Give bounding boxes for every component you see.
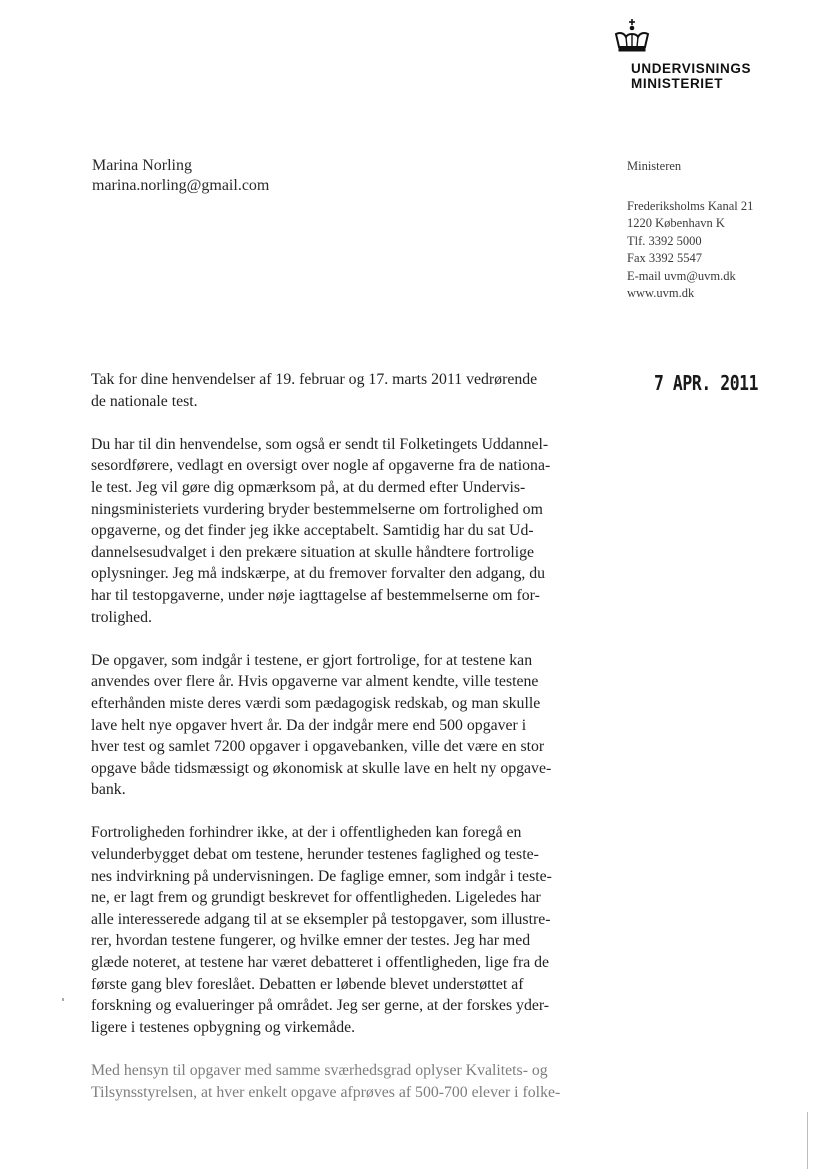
paragraph [91,822,581,1038]
address-line: Frederiksholms Kanal 21 [627,198,754,213]
phone-line: Tlf. 3392 5000 [627,233,702,248]
text-line: alle interesserede adgang til at se eksempler på testopgaver, som illustre- [91,910,551,928]
text-line: Med hensyn til opgaver med samme sværhedsgrad oplyser Kvalitets- og [91,1062,548,1079]
crown-icon [612,18,652,58]
letter-body [91,369,581,1125]
text-line: lave helt nye opgaver hvert år. Da der indgår mere end 500 opgaver i [91,716,527,734]
recipient-email: marina.norling@gmail.com [92,177,270,194]
text-line: nes indvirkning på undervisningen. De faglige emner, som indgår i teste- [91,867,552,885]
paragraph [91,1060,581,1103]
text-line: ningsministeriets vurdering bryder bestemmelserne om fortrolighed om [91,500,543,518]
text-line: de nationale test. [91,392,198,410]
paragraph [91,369,581,412]
text-line: bank. [91,781,126,799]
paragraph [91,434,581,628]
text-line: De opgaver, som indgår i testene, er gjort fortrolige, for at testene kan [91,651,533,669]
text-line: anvendes over flere år. Hvis opgaverne var alment kendte, ville testene [91,673,539,691]
scan-speck [62,998,64,1001]
fax-line: Fax 3392 5547 [627,251,702,265]
text-line: sesordførere, vedlagt en oversigt over nogle af opgaverne fra de nationa- [91,457,551,475]
text-line: ligere i testenes opbygning og virkemåde. [91,1018,356,1036]
text-line: velunderbygget debat om testene, herunder testenes faglighed og teste- [91,846,539,864]
text-line: ne, er lagt frem og grundigt beskrevet for offentligheden. Ligeledes har [91,889,541,907]
text-line: første gang blev foreslået. Debatten er løbende blevet understøttet af [91,975,524,993]
scan-edge-line [807,1112,808,1169]
text-line: Tilsynsstyrelsen, at hver enkelt opgave afprøves af 500-700 elever i folke- [91,1083,561,1101]
text-line: dannelsesudvalget i den prekære situation at skulle håndtere fortrolige [91,543,535,561]
ministry-name [631,61,751,91]
sender-role: Ministeren [627,159,682,173]
text-line: glæde noteret, at testene har været debatteret i offentligheden, lige fra de [91,954,550,972]
paragraph [91,650,581,801]
text-line: opgaverne, og det finder jeg ikke acceptabelt. Samtidig har du sat Ud- [91,522,534,540]
date-stamp: 7 APR. 2011 [654,371,759,395]
recipient-block [92,156,269,196]
text-line: Du har til din henvendelse, som også er sendt til Folketingets Uddannel- [91,435,549,453]
website-line: www.uvm.dk [627,286,695,300]
text-line: rer, hvordan testene fungerer, og hvilke emner der testes. Jeg har med [91,932,531,950]
ministry-name-line: MINISTERIET [631,76,724,91]
ministry-name-line: UNDERVISNINGS [631,61,752,76]
sender-block [627,158,753,303]
text-line: Tak for dine henvendelser af 19. februar og 17. marts 2011 vedrørende [91,371,538,388]
text-line: Fortroligheden forhindrer ikke, at der i offentligheden kan foregå en [91,824,522,842]
text-line: oplysninger. Jeg må indskærpe, at du fremover forvalter den adgang, du [91,565,546,583]
text-line: har til testopgaverne, under nøje iagttagelse af bestemmelserne om for- [91,586,540,604]
text-line: efterhånden miste deres værdi som pædagogisk redskab, og man skulle [91,694,541,712]
text-line: forskning og evalueringer på området. Jeg ser gerne, at der forskes yder- [91,997,550,1015]
text-line: le test. Jeg vil gøre dig opmærksom på, at du dermed efter Undervis- [91,478,526,496]
recipient-name: Marina Norling [92,157,192,174]
text-line: opgave både tidsmæssigt og økonomisk at skulle lave en helt ny opgave- [91,759,552,777]
text-line: trolighed. [91,608,152,626]
email-line: E-mail uvm@uvm.dk [627,268,736,283]
text-line: hver test og samlet 7200 opgaver i opgavebanken, ville det være en stor [91,738,545,756]
address-line: 1220 København K [627,216,725,230]
